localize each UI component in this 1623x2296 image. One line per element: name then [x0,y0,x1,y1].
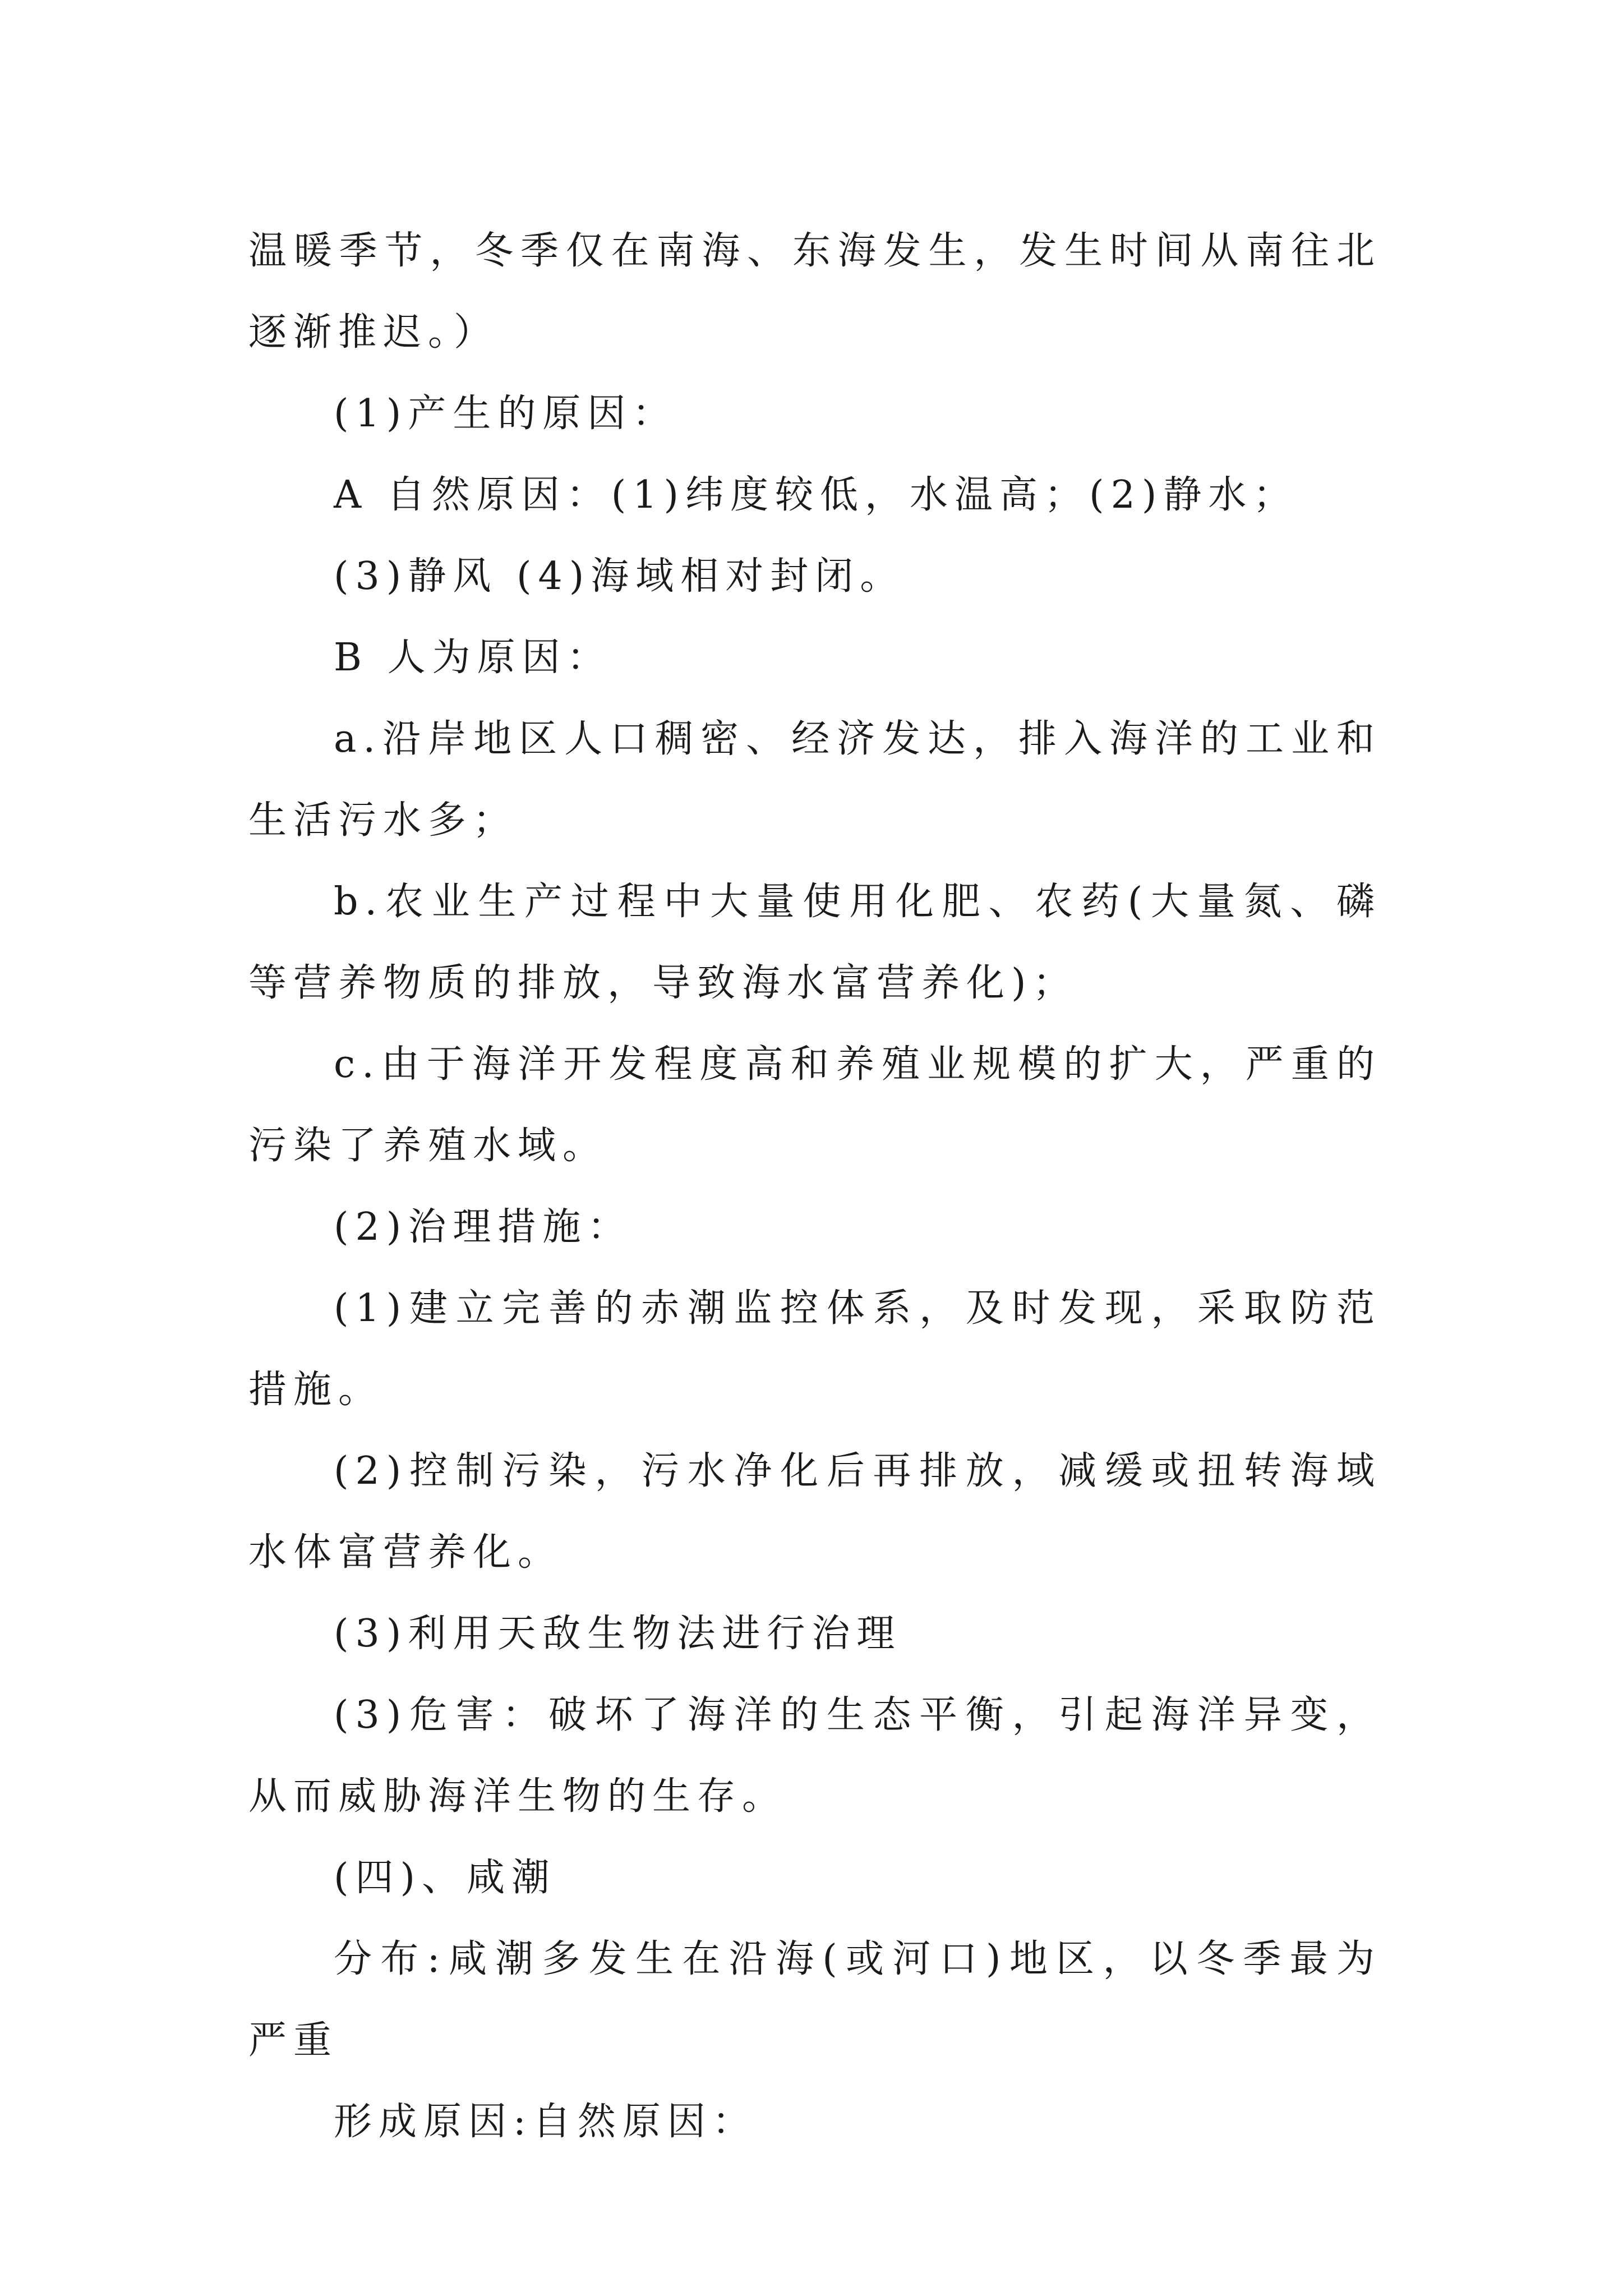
paragraph: b.农业生产过程中大量使用化肥、农药(大量氮、磷等营养物质的排放，导致海水富营养化)； [248,880,1381,1005]
paragraph: A 自然原因：(1)纬度较低，水温高；(2)静水； [334,473,1298,517]
paragraph: (3)利用天敌生物法进行治理 [334,1612,902,1656]
paragraph: (2)控制污染，污水净化后再排放，减缓或扭转海域水体富营养化。 [248,1449,1381,1575]
paragraph: (1)产生的原因： [334,392,677,436]
paragraph: c.由于海洋开发程度高和养殖业规模的扩大，严重的污染了养殖水域。 [248,1042,1381,1168]
paragraph: (1)建立完善的赤潮监控体系，及时发现，采取防范措施。 [248,1286,1381,1412]
paragraph: (四)、咸潮 [334,1856,557,1900]
document-body [248,210,1381,2162]
paragraph: 温暖季节，冬季仅在南海、东海发生，发生时间从南往北逐渐推迟。） [248,229,1381,355]
paragraph: (2)治理措施： [334,1205,633,1249]
paragraph: 形成原因:自然原因： [334,2100,757,2144]
paragraph: B 人为原因： [334,636,612,680]
paragraph: a.沿岸地区人口稠密、经济发达，排入海洋的工业和生活污水多； [248,717,1381,843]
paragraph: (3)危害：破坏了海洋的生态平衡，引起海洋异变，从而威胁海洋生物的生存。 [248,1693,1381,1819]
paragraph: 分布:咸潮多发生在沿海(或河口)地区，以冬季最为严重 [248,1937,1381,2063]
paragraph: (3)静风 (4)海域相对封闭。 [334,554,905,599]
